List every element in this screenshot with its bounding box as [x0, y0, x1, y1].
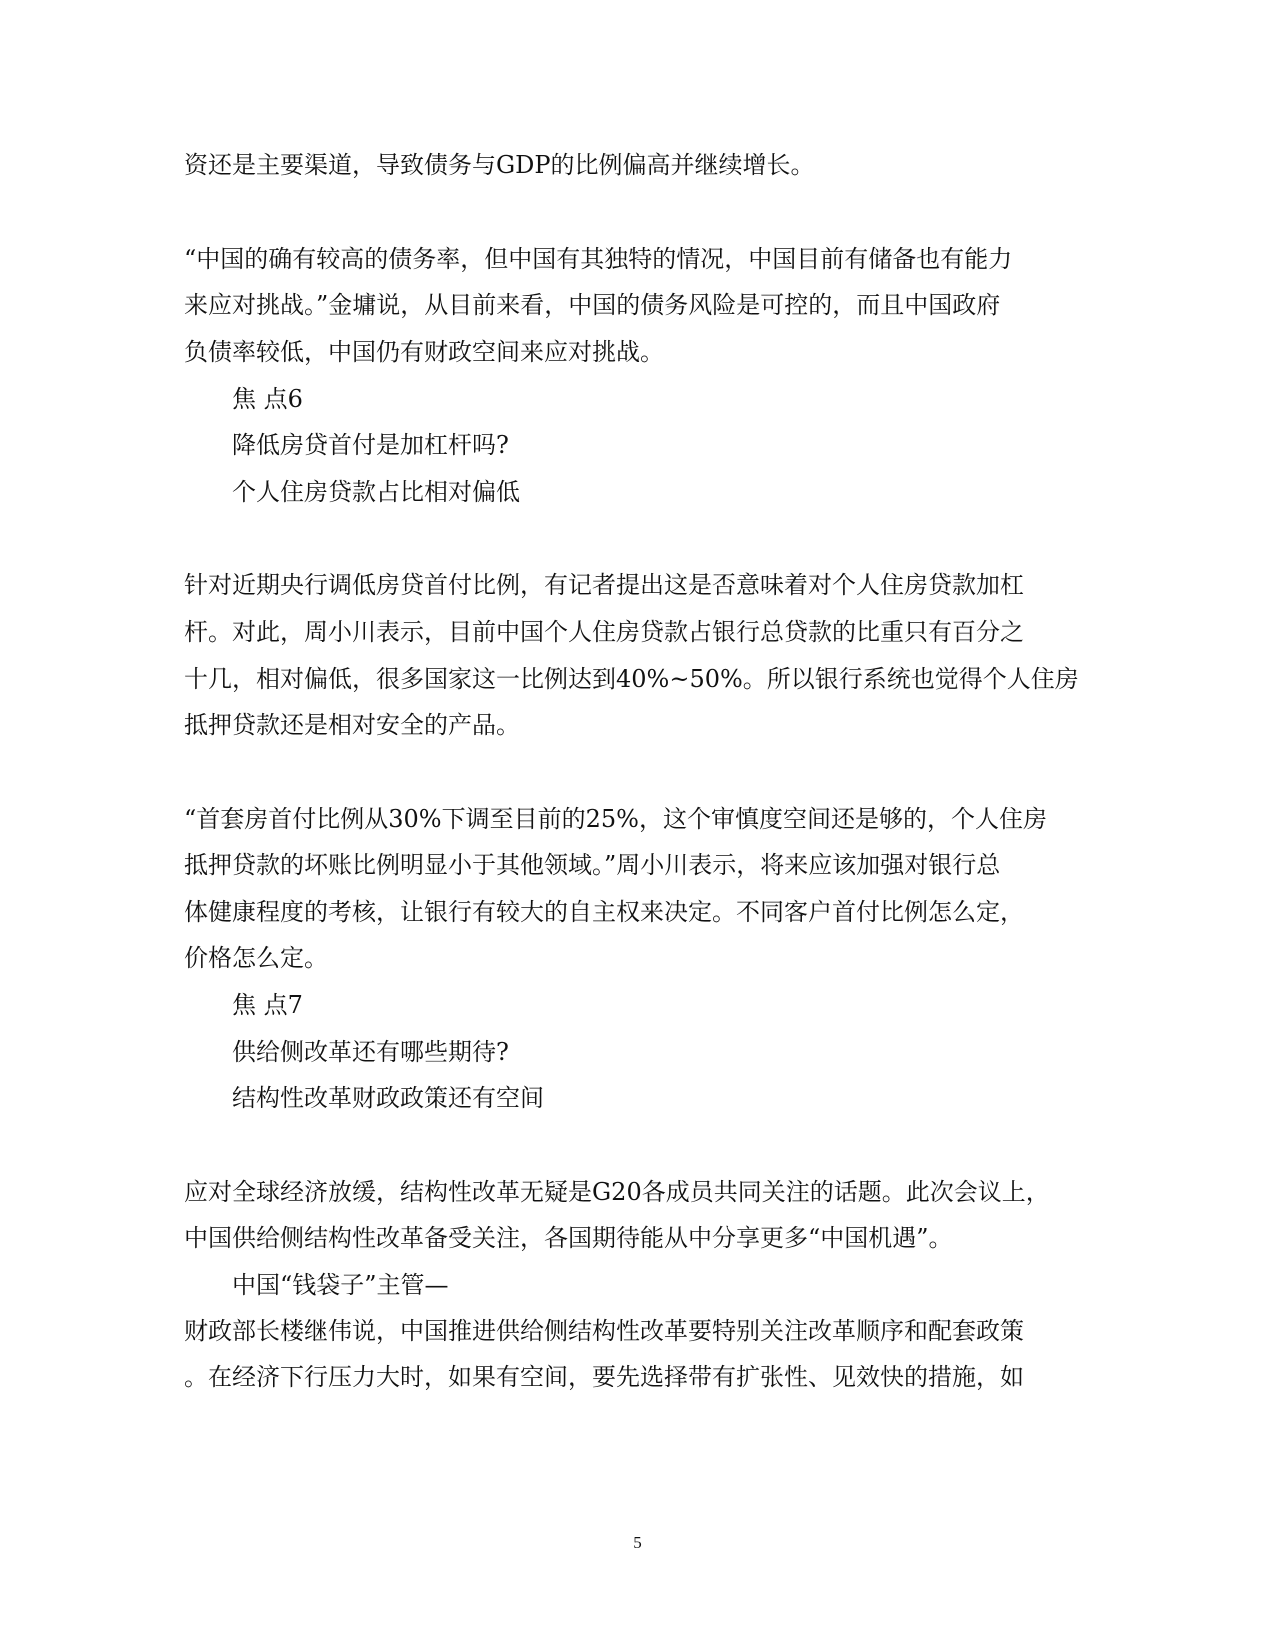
body-text-line: 中国供给侧结构性改革备受关注，各国期待能从中分享更多“中国机遇”。	[184, 1224, 953, 1252]
body-text-line: 针对近期央行调低房贷首付比例，有记者提出这是否意味着对个人住房贷款加杠	[184, 571, 1024, 599]
body-text-line: 价格怎么定。	[184, 944, 328, 972]
body-text-line: 抵押贷款还是相对安全的产品。	[184, 711, 520, 739]
body-text-line: “首套房首付比例从30%下调至目前的25%，这个审慎度空间还是够的，个人住房	[184, 805, 1047, 833]
focus-question: 供给侧改革还有哪些期待?	[232, 1038, 509, 1066]
body-text-line: 资还是主要渠道，导致债务与GDP的比例偏高并继续增长。	[184, 151, 815, 179]
body-text-line: 抵押贷款的坏账比例明显小于其他领域。”周小川表示，将来应该加强对银行总	[184, 851, 1001, 879]
body-text-line: 杆。对此，周小川表示，目前中国个人住房贷款占银行总贷款的比重只有百分之	[184, 618, 1024, 646]
focus-subheading: 个人住房贷款占比相对偏低	[232, 478, 520, 506]
body-text-line: 负债率较低，中国仍有财政空间来应对挑战。	[184, 338, 664, 366]
body-text-line: 财政部长楼继伟说，中国推进供给侧结构性改革要特别关注改革顺序和配套政策	[184, 1317, 1024, 1345]
focus-heading: 焦 点6	[232, 385, 303, 413]
body-text-line: 来应对挑战。”金墉说，从目前来看，中国的债务风险是可控的，而且中国政府	[184, 291, 1001, 319]
body-text-line: 。在经济下行压力大时，如果有空间，要先选择带有扩张性、见效快的措施，如	[184, 1363, 1024, 1391]
page-number: 5	[633, 1533, 642, 1552]
body-text-line: 体健康程度的考核，让银行有较大的自主权来决定。不同客户首付比例怎么定，	[184, 898, 1024, 926]
focus-subheading: 结构性改革财政政策还有空间	[232, 1084, 544, 1112]
body-text-line: 应对全球经济放缓，结构性改革无疑是G20各成员共同关注的话题。此次会议上，	[184, 1178, 1050, 1206]
body-text-line: 中国“钱袋子”主管—	[232, 1271, 449, 1299]
body-text-line: 十几，相对偏低，很多国家这一比例达到40%~50%。所以银行系统也觉得个人住房	[184, 665, 1079, 693]
body-text-line: “中国的确有较高的债务率，但中国有其独特的情况，中国目前有储备也有能力	[184, 245, 1013, 273]
focus-heading: 焦 点7	[232, 991, 303, 1019]
focus-question: 降低房贷首付是加杠杆吗?	[232, 431, 509, 459]
